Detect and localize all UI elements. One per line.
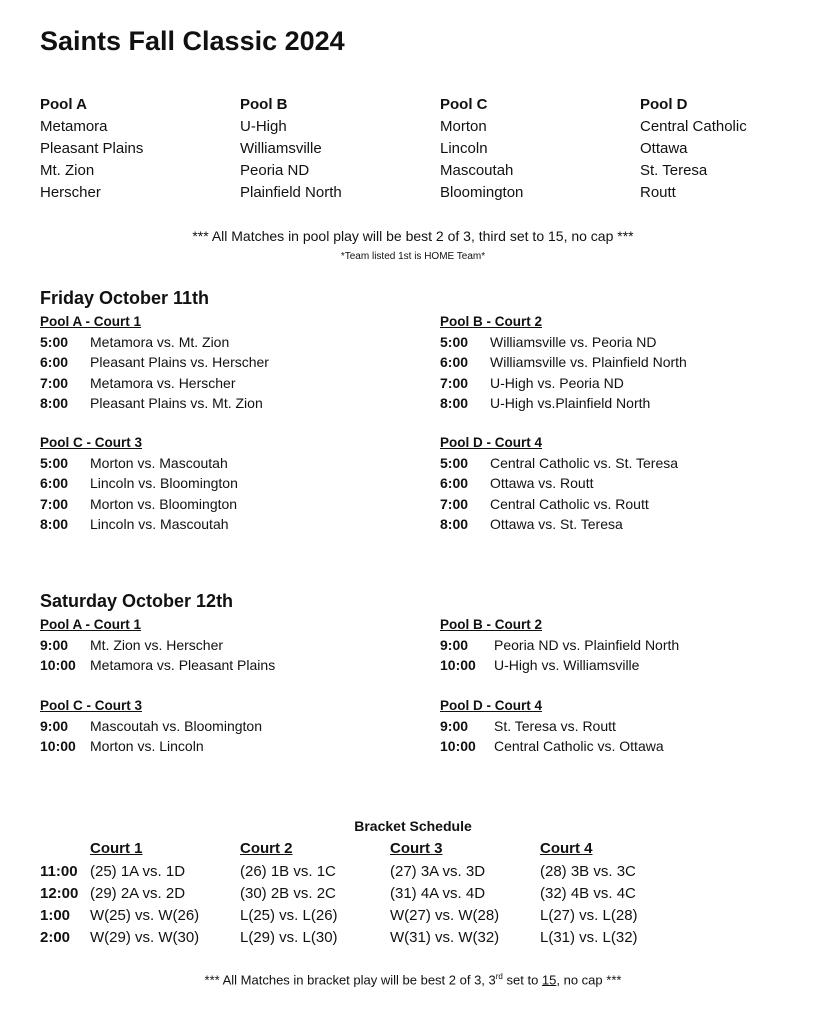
friday-pool-d-block <box>440 433 800 534</box>
match-teams: Williamsville vs. Plainfield North <box>490 354 687 371</box>
bracket-note-superscript: rd <box>495 972 503 981</box>
match-teams: Pleasant Plains vs. Herscher <box>90 354 269 371</box>
match-teams: Metamora vs. Pleasant Plains <box>90 657 276 674</box>
match-teams: Central Catholic vs. Routt <box>490 495 649 512</box>
saturday-pool-d-block <box>440 696 800 757</box>
match-time: 9:00 <box>40 718 69 734</box>
match-time: 9:00 <box>40 637 69 653</box>
bracket-time: 1:00 <box>40 907 71 924</box>
match-row <box>40 635 400 655</box>
pool-team: Metamora <box>40 118 108 135</box>
bracket-match: L(25) vs. L(26) <box>240 907 338 924</box>
friday-heading: Friday October 11th <box>40 288 210 308</box>
pool-team: Bloomington <box>440 184 524 201</box>
bracket-time: 2:00 <box>40 929 71 946</box>
match-time: 7:00 <box>440 374 469 391</box>
bracket-row <box>40 905 800 927</box>
match-time: 5:00 <box>40 334 69 350</box>
bracket-note-underlined: 15 <box>541 972 557 988</box>
bracket-title: Bracket Schedule <box>354 818 472 834</box>
match-time: 5:00 <box>40 455 69 471</box>
pool-play-note: *** All Matches in pool play will be best 2 of 3, third set to 15, no cap *** <box>192 228 634 244</box>
match-row <box>440 373 800 393</box>
bracket-match: (30) 2B vs. 2C <box>240 885 336 902</box>
court-heading: Pool D - Court 4 <box>440 698 542 713</box>
match-time: 6:00 <box>40 354 69 371</box>
match-time: 6:00 <box>440 354 469 371</box>
saturday-heading: Saturday October 12th <box>40 591 234 611</box>
match-time: 9:00 <box>440 637 469 653</box>
pool-heading: Pool D <box>640 96 688 113</box>
match-row <box>440 736 800 756</box>
bracket-match: (32) 4B vs. 4C <box>540 885 636 902</box>
bracket-court-heading: Court 4 <box>540 840 593 857</box>
match-time: 10:00 <box>440 657 476 674</box>
bracket-court-heading: Court 3 <box>390 840 443 857</box>
pool-team: Plainfield North <box>240 184 342 201</box>
match-row <box>40 332 400 352</box>
pool-team: Pleasant Plains <box>40 140 144 157</box>
match-time: 7:00 <box>440 495 469 512</box>
pool-heading: Pool A <box>40 96 87 113</box>
match-row <box>440 494 800 514</box>
pool-team: Mascoutah <box>440 162 514 179</box>
court-heading: Pool A - Court 1 <box>40 617 141 632</box>
bracket-note-text: set to <box>502 972 542 988</box>
bracket-match: (26) 1B vs. 1C <box>240 863 336 880</box>
bracket-match: W(25) vs. W(26) <box>90 907 200 924</box>
match-teams: Morton vs. Bloomington <box>90 495 238 512</box>
pool-team: Lincoln <box>440 140 488 157</box>
match-row <box>440 716 800 736</box>
match-row <box>40 736 400 756</box>
bracket-play-note <box>0 972 826 987</box>
friday-pool-a-block <box>40 312 400 413</box>
match-teams: Peoria ND vs. Plainfield North <box>494 637 680 653</box>
match-teams: Mt. Zion vs. Herscher <box>90 637 224 653</box>
match-teams: Central Catholic vs. Ottawa <box>494 738 664 755</box>
bracket-court-heading: Court 2 <box>240 840 293 857</box>
match-row <box>440 453 800 473</box>
bracket-match: (28) 3B vs. 3C <box>540 863 636 880</box>
bracket-match: W(31) vs. W(32) <box>390 929 500 946</box>
court-heading: Pool A - Court 1 <box>40 314 141 329</box>
match-teams: Central Catholic vs. St. Teresa <box>490 455 679 471</box>
pool-team: U-High <box>240 118 287 135</box>
friday-pool-b-block <box>440 312 800 413</box>
bracket-match: (27) 3A vs. 3D <box>390 863 486 880</box>
match-row <box>40 494 400 514</box>
match-time: 8:00 <box>440 515 469 532</box>
match-teams: Mascoutah vs. Bloomington <box>90 718 262 734</box>
court-heading: Pool B - Court 2 <box>440 314 542 329</box>
pool-team: Herscher <box>40 184 101 201</box>
match-teams: Lincoln vs. Bloomington <box>90 475 238 492</box>
friday-pool-c-block <box>40 433 400 534</box>
bracket-row <box>40 883 800 905</box>
match-time: 8:00 <box>40 394 69 411</box>
pool-team: Routt <box>640 184 676 201</box>
pool-column-a <box>40 94 240 204</box>
match-teams: Williamsville vs. Peoria ND <box>490 334 657 350</box>
match-row <box>440 352 800 372</box>
match-time: 5:00 <box>440 455 469 471</box>
bracket-time: 12:00 <box>40 885 79 902</box>
pool-team: Peoria ND <box>240 162 310 179</box>
match-teams: Pleasant Plains vs. Mt. Zion <box>90 394 263 411</box>
pool-team: Ottawa <box>640 140 688 157</box>
bracket-match: W(27) vs. W(28) <box>390 907 500 924</box>
match-time: 7:00 <box>40 495 69 512</box>
bracket-time: 11:00 <box>40 863 78 880</box>
bracket-row <box>40 927 800 949</box>
match-row <box>40 352 400 372</box>
pool-column-b <box>240 94 440 204</box>
match-teams: U-High vs.Plainfield North <box>490 394 651 411</box>
pool-column-c <box>440 94 640 204</box>
match-row <box>40 655 400 675</box>
match-time: 6:00 <box>40 475 69 492</box>
court-heading: Pool C - Court 3 <box>40 435 142 450</box>
bracket-match: L(27) vs. L(28) <box>540 907 638 924</box>
match-row <box>40 373 400 393</box>
match-teams: U-High vs. Williamsville <box>494 657 640 674</box>
match-row <box>440 514 800 534</box>
match-time: 10:00 <box>440 738 476 755</box>
pool-team: Williamsville <box>240 140 322 157</box>
match-teams: Ottawa vs. Routt <box>490 475 594 492</box>
saturday-pool-b-block <box>440 615 800 676</box>
match-row <box>40 453 400 473</box>
match-time: 8:00 <box>40 515 69 532</box>
bracket-match: L(29) vs. L(30) <box>240 929 338 946</box>
match-time: 8:00 <box>440 394 469 411</box>
pool-team: Morton <box>440 118 487 135</box>
match-row <box>440 393 800 413</box>
match-row <box>40 393 400 413</box>
match-time: 7:00 <box>40 374 69 391</box>
match-teams: Metamora vs. Mt. Zion <box>90 334 230 350</box>
court-heading: Pool D - Court 4 <box>440 435 542 450</box>
pool-column-d <box>640 94 826 204</box>
pool-heading: Pool B <box>240 96 288 113</box>
match-row <box>440 332 800 352</box>
match-teams: Morton vs. Mascoutah <box>90 455 228 471</box>
bracket-match: (25) 1A vs. 1D <box>90 863 186 880</box>
court-heading: Pool C - Court 3 <box>40 698 142 713</box>
match-teams: Morton vs. Lincoln <box>90 738 204 755</box>
bracket-match: L(31) vs. L(32) <box>540 929 638 946</box>
match-row <box>440 655 800 675</box>
bracket-match: (29) 2A vs. 2D <box>90 885 186 902</box>
home-team-note: *Team listed 1st is HOME Team* <box>340 251 486 262</box>
match-teams: St. Teresa vs. Routt <box>494 718 616 734</box>
match-time: 6:00 <box>440 475 469 492</box>
match-row <box>40 514 400 534</box>
match-row <box>40 473 400 493</box>
pool-heading: Pool C <box>440 96 488 113</box>
match-time: 10:00 <box>40 657 76 674</box>
saturday-pool-c-block <box>40 696 400 757</box>
match-row <box>440 473 800 493</box>
match-teams: Ottawa vs. St. Teresa <box>490 515 623 532</box>
court-heading: Pool B - Court 2 <box>440 617 542 632</box>
pool-team: St. Teresa <box>640 162 708 179</box>
bracket-row <box>40 861 800 883</box>
bracket-note-text: , no cap *** <box>556 972 622 988</box>
pool-team: Mt. Zion <box>40 162 95 179</box>
bracket-match: (31) 4A vs. 4D <box>390 885 486 902</box>
bracket-court-heading: Court 1 <box>90 840 143 857</box>
match-teams: U-High vs. Peoria ND <box>490 374 624 391</box>
match-row <box>440 635 800 655</box>
match-time: 9:00 <box>440 718 469 734</box>
saturday-pool-a-block <box>40 615 400 676</box>
bracket-note-text: *** All Matches in bracket play will be best 2 of 3, 3 <box>204 972 496 988</box>
match-row <box>40 716 400 736</box>
pool-team: Central Catholic <box>640 118 747 135</box>
match-time: 5:00 <box>440 334 469 350</box>
match-teams: Metamora vs. Herscher <box>90 374 236 391</box>
bracket-match: W(29) vs. W(30) <box>90 929 200 946</box>
match-teams: Lincoln vs. Mascoutah <box>90 515 229 532</box>
match-time: 10:00 <box>40 738 76 755</box>
page-title: Saints Fall Classic 2024 <box>40 26 345 56</box>
